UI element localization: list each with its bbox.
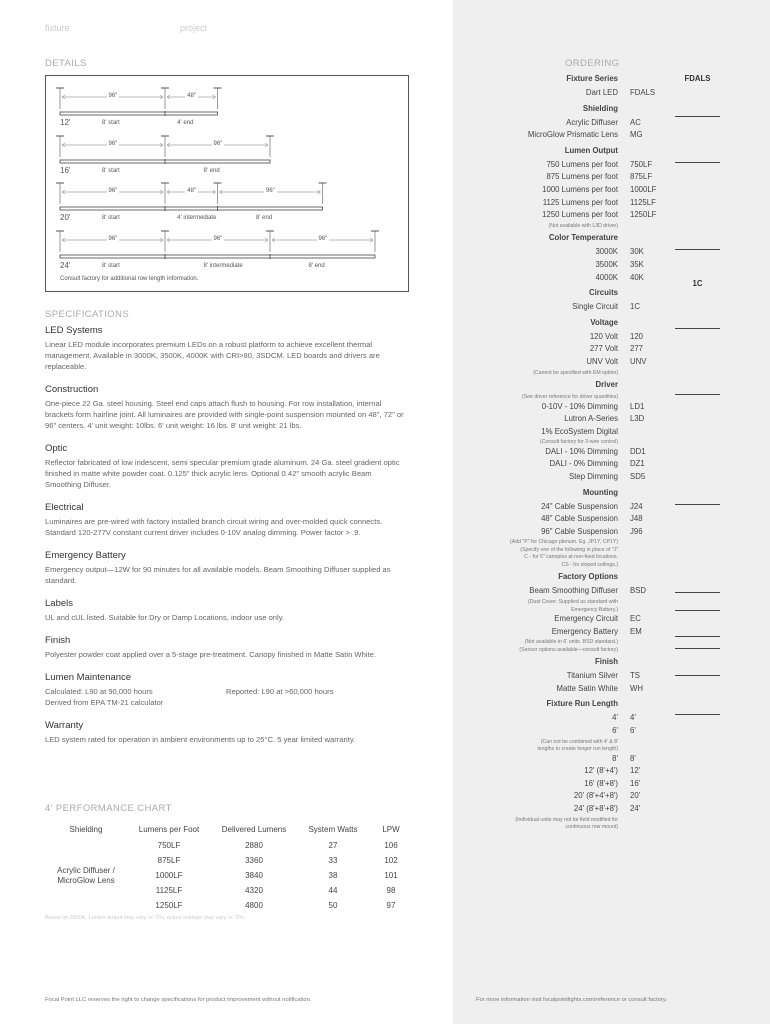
ordering-option-code: 1000LF (630, 185, 657, 194)
ordering-heading-shielding: Shielding (582, 103, 618, 113)
run-length-label: 24' (60, 261, 71, 270)
ordering-option-label: 4000K (595, 272, 618, 282)
ordering-option-code: 1125LF (630, 197, 656, 207)
ordering-option-label: Emergency Battery (551, 626, 618, 636)
ordering-option-code: 120 (630, 331, 644, 341)
ordering-note: C - for 5" canopies at non-feed locations. (524, 554, 618, 561)
selection-line (675, 675, 720, 676)
ordering-option-label: 1% EcoSystem Digital (541, 426, 618, 436)
ordering-note: (Add "P" for Chicago plenum. Eg. JP1Y, CP1Y) (510, 539, 618, 546)
footer-left: Focal Point LLC reserves the right to change specifications for product improvement without notification. (45, 997, 312, 1003)
selection-line (675, 328, 720, 329)
dimension-label: 96" (266, 188, 275, 194)
spec-section-led-systems (45, 325, 407, 372)
ordering-option-code: MG (630, 130, 643, 140)
selection-line (675, 394, 720, 395)
spec-body: LED system rated for operation in ambient environments up to 25°C. 5 year limited warranty. (45, 735, 356, 744)
spec-body: Polyester powder coat applied over a 5-stage pre-treatment. Canopy finished in Matte Satin White. (45, 650, 376, 659)
spec-body: UL and cUL listed. Suitable for Dry or Damp Locations, indoor use only. (45, 613, 285, 622)
ordering-option-label: 3500K (595, 259, 618, 269)
ordering-option-label: 875 Lumens per foot (546, 172, 618, 182)
ordering-option-label: 0-10V - 10% Dimming (541, 401, 618, 411)
ordering-title: ORDERING (565, 58, 620, 69)
ordering-option-label: Beam Smoothing Diffuser (529, 586, 618, 596)
performance-title: 4' PERFORMANCE CHART (45, 803, 172, 814)
ordering-note: (Individual units may not be field modified for (515, 816, 618, 823)
section-label: 4' end (177, 120, 194, 126)
ordering-option-code: 1250LF (630, 210, 657, 220)
ordering-option-code: LD1 (630, 401, 645, 411)
table-cell: 1000LF (155, 871, 183, 880)
ordering-option-code: EM (630, 626, 642, 636)
section-label: 8' end (256, 215, 273, 221)
ordering-option-label: 1000 Lumens per foot (542, 185, 618, 194)
ordering-note: (Dust Cover: Supplied as standard with (528, 599, 618, 605)
ordering-note: (Specify one of the following in place of "J" (520, 546, 618, 553)
spec-body: Luminaires are pre-wired with factory installed branch circuit wiring and over-molded quick connects. Standard 120-277V constant current driver includes 0-10V analog dimming. Power factor > .9. (45, 517, 383, 537)
spec-body: Linear LED module incorporates premium LEDs on a robust platform to achieve excellent thermal management. Available in 3000K, 3500K, 4000K with CRI>80, 3SDCM. LED boards and drivers are replaceable. (45, 340, 380, 371)
spec-heading: Optic (45, 443, 68, 454)
spec-section-labels (45, 598, 407, 623)
ordering-note: (Cannot be specified with EM option) (533, 369, 618, 376)
dimension-label: 96" (108, 236, 118, 242)
ordering-note: continuous row mount) (565, 824, 618, 831)
ordering-heading-lumen-output: Lumen Output (564, 145, 618, 155)
ordering-option-code: TS (630, 671, 640, 681)
table-cell: 44 (328, 886, 338, 895)
dimension-label: 48" (187, 188, 197, 194)
selected-circuits: 1C (692, 279, 703, 288)
table-cell: 38 (328, 871, 338, 880)
ordering-option-label: Step Dimming (569, 472, 618, 481)
dimension-label: 96" (108, 141, 118, 147)
spec-section-electrical (45, 502, 407, 538)
table-cell: 102 (384, 856, 398, 865)
ordering-option-label: 96" Cable Suspension (541, 526, 618, 536)
section-label: 8' end (308, 263, 325, 269)
ordering-option-code: L3D (630, 414, 645, 424)
table-cell: 1250LF (155, 901, 183, 910)
section-label: 8' end (203, 168, 220, 174)
ordering-option-label: 12' (8'+4') (584, 766, 618, 776)
section-label: 8' start (102, 168, 120, 174)
ordering-option-code: 875LF (630, 172, 653, 182)
ordering-option-code: J96 (630, 526, 643, 536)
dimension-label: 96" (318, 236, 328, 242)
ordering-option-label: UNV Volt (586, 356, 618, 366)
ordering-heading-driver: Driver (595, 380, 618, 389)
ordering-option-label: Matte Satin White (556, 683, 618, 693)
ordering-option-code: FDALS (630, 88, 656, 97)
row-length-diagram (45, 75, 409, 292)
ordering-heading-finish: Finish (595, 657, 618, 667)
selection-line (675, 162, 720, 163)
ordering-option-code: 35K (630, 259, 644, 269)
ordering-option-code: 1C (630, 302, 640, 312)
diagram-note: Consult factory for additional row length information. (60, 276, 199, 282)
ordering-option-code: 24' (630, 804, 641, 813)
ordering-option-code: 8' (630, 753, 636, 763)
col-header: System Watts (308, 824, 358, 834)
ordering-heading-fixture-run-length: Fixture Run Length (546, 699, 618, 709)
spec-heading: Finish (45, 635, 71, 646)
selected-series: FDALS (684, 74, 711, 83)
ordering-option-code: AC (630, 117, 641, 127)
table-cell: 875LF (157, 856, 181, 865)
ordering-option-code: UNV (630, 356, 647, 366)
ordering-option-code: 6' (630, 726, 636, 735)
ordering-option-code: DZ1 (630, 459, 645, 469)
lumen-reported: Reported: L90 at >60,000 hours (226, 687, 334, 696)
selection-line (675, 116, 720, 117)
dimension-label: 96" (108, 188, 118, 194)
ordering-option-label: Acrylic Diffuser (566, 117, 618, 127)
specifications-list (45, 325, 407, 757)
lumen-derived: Derived from EPA TM-21 calculator (45, 698, 164, 707)
selection-line (675, 714, 720, 715)
ordering-option-label: 4' (612, 713, 618, 723)
table-cell: 3360 (245, 856, 263, 865)
performance-footnote: Based on 3500K. Lumen output may vary +/- 5%, actual wattage may vary +/- 5%. (45, 915, 246, 921)
ordering-heading-mounting: Mounting (582, 487, 618, 497)
table-cell: 2880 (245, 841, 263, 850)
spec-section-emergency-battery (45, 550, 407, 586)
col-header: Delivered Lumens (221, 824, 287, 834)
col-header: Lumens per Foot (138, 824, 200, 834)
ordering-option-code: 30K (630, 247, 644, 257)
spec-heading: Labels (45, 598, 73, 609)
details-title: DETAILS (45, 58, 87, 69)
table-cell: 33 (328, 856, 338, 865)
dimension-label: 96" (213, 141, 223, 147)
spec-section-construction (45, 384, 407, 431)
spec-heading: Emergency Battery (45, 550, 126, 561)
ordering-option-code: J48 (630, 514, 643, 524)
ordering-heading-factory-options: Factory Options (558, 572, 618, 582)
table-cell: 106 (384, 841, 398, 850)
ordering-option-code: 277 (630, 344, 644, 354)
ordering-option-label: Dart LED (585, 88, 618, 97)
spec-section-finish (45, 635, 407, 660)
col-header: Shielding (69, 824, 103, 834)
ordering-option-code: 750LF (630, 159, 653, 169)
ordering-note: lengths to create longer run length) (537, 746, 618, 753)
spec-section-optic (45, 443, 407, 490)
footer-right: For more information visit focalpointlights.com/reference or consult factory. (476, 997, 667, 1003)
ordering-option-label: 48" Cable Suspension (541, 514, 618, 524)
ordering-note: (Sensor options available—consult factory) (519, 646, 618, 653)
ordering-option-label: 8' (612, 753, 618, 763)
ordering-option-label: Lutron A-Series (564, 414, 618, 424)
table-cell: 27 (328, 841, 338, 850)
spec-heading: Warranty (45, 720, 84, 731)
dimension-label: 96" (213, 236, 223, 242)
ordering-option-code: WH (630, 683, 643, 693)
spec-heading: Lumen Maintenance (45, 672, 132, 683)
spec-body: One-piece 22 Ga. steel housing. Steel end caps attach flush to housing. For row installation, internal brackets form hairline joint. All luminaires are provided with single-point suspension mounted on 48", 72" or 96" centers. 4' unit weight: 10lbs. 6' unit weight: 16 lbs. 8' unit weight: 21 lbs. (45, 399, 404, 430)
table-cell: 98 (386, 886, 396, 895)
specifications-title: SPECIFICATIONS (45, 309, 130, 320)
ordering-option-code: 4' (630, 713, 636, 723)
performance-header-row (45, 820, 413, 838)
spec-section-lumen-maintenance (45, 672, 407, 708)
ordering-note: (Consult factory for 3-wire control) (539, 439, 618, 446)
selection-line (675, 249, 720, 250)
ordering-option-label: 277 Volt (589, 344, 618, 354)
selection-line (675, 504, 720, 505)
selection-line (675, 636, 720, 637)
run-length-label: 12' (60, 118, 71, 127)
shielding-cell: Acrylic Diffuser / MicroGlow Lens (57, 865, 115, 885)
ordering-option-label: 6' (612, 726, 618, 735)
table-cell: 1125LF (155, 886, 183, 895)
ordering-option-label: 750 Lumens per foot (546, 159, 618, 169)
ordering-option-label: DALI - 10% Dimming (545, 446, 618, 456)
ordering-option-label: MicroGlow Prismatic Lens (527, 130, 618, 140)
spec-heading: LED Systems (45, 325, 103, 336)
project-label: project (180, 23, 208, 33)
ordering-note: (See driver reference for driver quantities) (521, 394, 618, 400)
spec-heading: Construction (45, 384, 99, 395)
ordering-option-label: Single Circuit (572, 302, 618, 312)
ordering-option-label: 3000K (595, 247, 618, 257)
table-cell: 4320 (245, 886, 263, 895)
run-length-label: 16' (60, 166, 71, 175)
selection-line (675, 648, 720, 649)
table-cell: 101 (384, 871, 398, 880)
table-cell: 50 (328, 901, 338, 910)
section-label: 8' intermediate (203, 263, 243, 269)
ordering-option-code: BSD (630, 586, 647, 596)
table-cell: 3840 (245, 871, 263, 880)
ordering-option-code: SD5 (630, 472, 646, 481)
spec-body: Emergency output—12W for 90 minutes for all available models. Beam Smoothing Diffuser supplied as standard. (45, 565, 391, 585)
ordering-option-code: 20' (630, 791, 641, 801)
table-cell: 750LF (157, 841, 181, 850)
ordering-option-label: 24' (8'+8'+8') (573, 804, 618, 813)
dimension-label: 96" (108, 93, 118, 99)
section-label: 4' intermediate (177, 215, 217, 221)
dimension-label: 48" (187, 93, 197, 99)
ordering-heading-color-temperature: Color Temperature (548, 233, 618, 243)
spec-section-warranty (45, 720, 407, 745)
ordering-option-code: DD1 (630, 446, 646, 456)
ordering-option-label: 24" Cable Suspension (541, 501, 618, 511)
fixture-label: fixture (45, 23, 70, 33)
table-cell: 4800 (245, 901, 263, 910)
ordering-option-label: DALI - 0% Dimming (549, 459, 618, 469)
section-label: 8' start (102, 215, 120, 221)
selection-line (675, 592, 720, 593)
ordering-option-code: 16' (630, 778, 641, 788)
ordering-option-label: 1125 Lumens per foot (542, 197, 618, 207)
ordering-note: CS - for sloped ceilings.) (561, 561, 618, 568)
selection-line (675, 610, 720, 611)
ordering-option-label: Emergency Circuit (554, 614, 618, 623)
spec-body: Reflector fabricated of low iridescent, semi specular premium grade aluminum. 24 Ga. steel gradient optic finished in matte white powder coat. 0.125" thick acrylic lens. Optional 0.42" smooth acrylic Beam Smoothing Diffuser. (45, 458, 400, 489)
ordering-option-code: EC (630, 614, 641, 623)
lumen-calculated: Calculated: L90 at 90,000 hours (45, 687, 153, 696)
ordering-option-label: 16' (8'+8') (584, 778, 618, 788)
section-label: 8' start (102, 263, 120, 269)
ordering-option-label: 120 Volt (589, 331, 618, 341)
section-label: 8' start (102, 120, 120, 126)
col-header: LPW (382, 824, 400, 834)
table-row (45, 838, 413, 853)
ordering-heading-circuits: Circuits (588, 288, 618, 298)
performance-table (45, 820, 413, 913)
spec-heading: Electrical (45, 502, 84, 513)
table-cell: 97 (386, 901, 396, 910)
ordering-note: (Can not be combined with 4' & 8' (540, 738, 618, 745)
ordering-option-code: 12' (630, 766, 641, 776)
ordering-option-label: 1250 Lumens per foot (542, 210, 618, 220)
ordering-note: (Not available with L3D driver) (548, 222, 618, 229)
ordering-option-label: 20' (8'+4'+8') (573, 791, 618, 801)
ordering-option-code: 40K (630, 272, 644, 282)
ordering-heading-voltage: Voltage (590, 317, 618, 327)
ordering-note: (Not available in 6' units. BSD standard.) (524, 639, 618, 646)
ordering-note: Emergency Battery.) (571, 606, 618, 613)
ordering-option-label: Titanium Silver (566, 671, 618, 681)
ordering-heading-fixture-series: Fixture Series (566, 74, 618, 83)
ordering-option-code: J24 (630, 501, 643, 511)
run-length-label: 20' (60, 213, 71, 222)
